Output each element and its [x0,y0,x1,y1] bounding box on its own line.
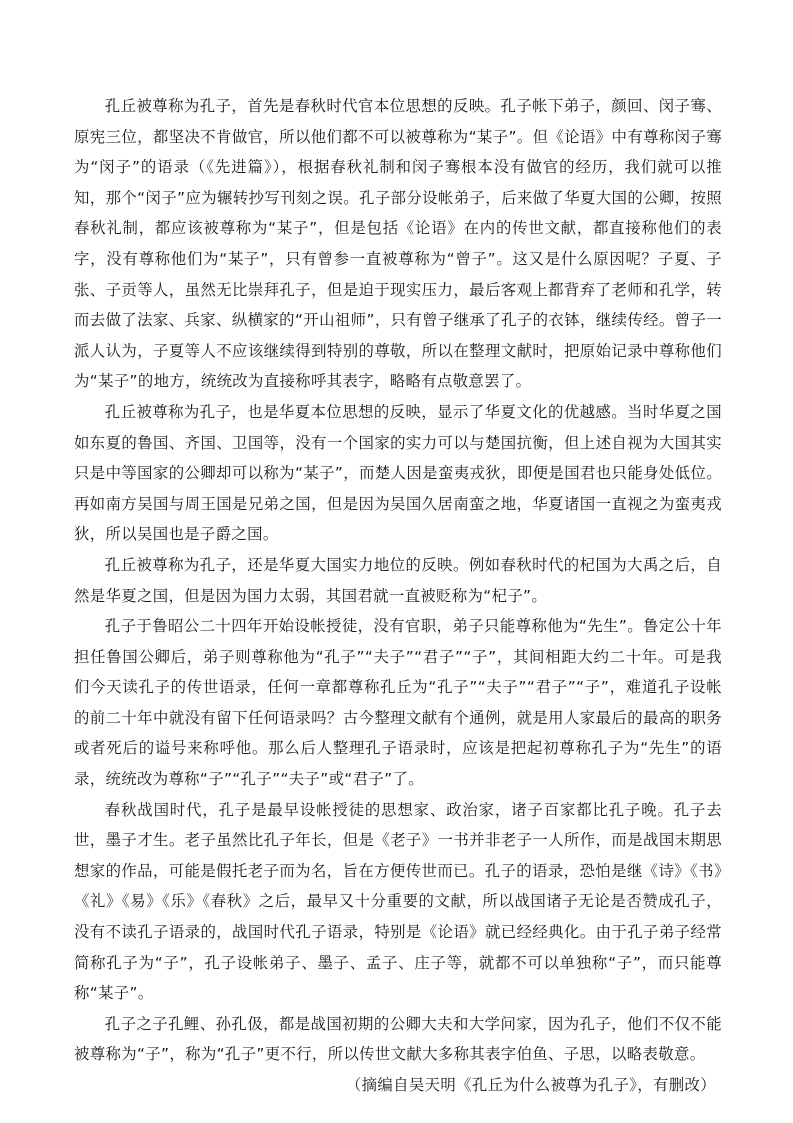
paragraph-3: 孔丘被尊称为孔子，还是华夏大国实力地位的反映。例如春秋时代的杞国为大禹之后，自然是华夏之国，但是因为国力太弱，其国君就一直被贬称为“杞子”。 [74,555,722,605]
source-citation: （摘编自吴天明《孔丘为什么被尊为孔子》，有删改） [345,1076,716,1094]
paragraph-1: 孔丘被尊称为孔子，首先是春秋时代官本位思想的反映。孔子帐下弟子，颜回、闵子骞、原宪三位，都坚决不肯做官，所以他们都不可以被尊称为“某子”。但《论语》中有尊称闵子骞为“闵子”的语录（《先进篇》），根据春秋礼制和闵子骞根本没有做官的经历，我们就可以推知，那个“闵子”应为辗转抄写刊刻之误。孔子部分设帐弟子，后来做了华夏大国的公卿，按照春秋礼制，都应该被尊称为“某子”，但是包括《论语》在内的传世文献，都直接称他们的表字，没有尊称他们为“某子”，只有曾参一直被尊称为“曾子”。这又是什么原因呢？子夏、子张、子贡等人，虽然无比崇拜孔子，但是迫于现实压力，最后客观上都背弃了老师和孔学，转而去做了法家、兵家、纵横家的“开山祖师”，只有曾子继承了孔子的衣钵，继续传经。曾子一派人认为，子夏等人不应该继续得到特别的尊敬，所以在整理文献时，把原始记录中尊称他们为“某子”的地方，统统改为直接称呼其表字，略略有点敬意罢了。 [74,97,722,391]
paragraph-4: 孔子于鲁昭公二十四年开始设帐授徒，没有官职，弟子只能尊称他为“先生”。鲁定公十年担任鲁国公卿后，弟子则尊称他为“孔子”“夫子”“君子”“子”，其间相距大约二十年。可是我们今天读孔子的传世语录，任何一章都尊称孔丘为“孔子”“夫子”“君子”“子”，难道孔子设帐的前二十年中就没有留下任何语录吗？古今整理文献有个通例，就是用人家最后的最高的职务或者死后的谥号来称呼他。那么后人整理孔子语录时，应该是把起初尊称孔子为“先生”的语录，统统改为尊称“子”“孔子”“夫子”或“君子”了。 [74,617,722,789]
paragraph-2: 孔丘被尊称为孔子，也是华夏本位思想的反映，显示了华夏文化的优越感。当时华夏之国如东夏的鲁国、齐国、卫国等，没有一个国家的实力可以与楚国抗衡，但上述自视为大国其实只是中等国家的公卿却可以称为“某子”，而楚人因是蛮夷戎狄，即便是国君也只能身处低位。再如南方吴国与周王国是兄弟之国，但是因为吴国久居南蛮之地，华夏诸国一直视之为蛮夷戎狄，所以吴国也是子爵之国。 [74,402,722,544]
article-body [74,91,722,1101]
paragraph-5: 春秋战国时代，孔子是最早设帐授徒的思想家、政治家，诸子百家都比孔子晚。孔子去世，墨子才生。老子虽然比孔子年长，但是《老子》一书并非老子一人所作，而是战国末期思想家的作品，可能是假托老子而为名，旨在方便传世而已。孔子的语录，恐怕是继《诗》《书》《礼》《易》《乐》《春秋》之后，最早又十分重要的文献，所以战国诸子无论是否赞成孔子，没有不读孔子语录的，战国时代孔子语录，特别是《论语》就已经经典化。由于孔子弟子经常简称孔子为“子”，孔子设帐弟子、墨子、孟子、庄子等，就都不可以单独称“子”，而只能尊称“某子”。 [74,800,722,1003]
paragraph-6: 孔子之子孔鲤、孙孔伋，都是战国初期的公卿大夫和大学问家，因为孔子，他们不仅不能被尊称为“子”，称为“孔子”更不行，所以传世文献大多称其表字伯鱼、子思，以略表敬意。 [74,1014,722,1064]
